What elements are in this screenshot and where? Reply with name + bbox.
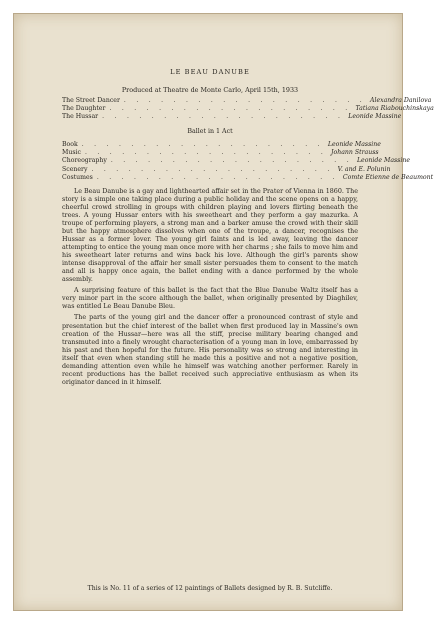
- score-note-paragraph: A surprising feature of this ballet is the fact that the Blue Danube Waltz itself has a very minor part in the score although the ballet, when originally presented by Diaghilev, was entitled Le Beau Danube Bleu.: [62, 287, 358, 311]
- leader-dots: . . . . . . . . . . . . . . . . . . . .: [110, 157, 353, 165]
- credit-name: V. and E. Polunin: [337, 165, 391, 173]
- programme-sheet: [13, 13, 434, 611]
- leader-dots: . . . . . . . . . . . . . . . . . . . .: [81, 141, 324, 149]
- credit-row: [62, 141, 381, 149]
- cast-performer: Leonide Massine: [348, 113, 402, 121]
- credit-label: Music: [62, 149, 81, 157]
- synopsis-paragraph: Le Beau Danube is a gay and lighthearted affair set in the Prater of Vienna in 1860. The story is a simple one taking place during a public holiday and the scene opens on a happy, cheerful crowd strolling in groups with children playing and lovers flirting beneath the trees. A young Hussar enters with his sweetheart and they perform a gay mazurka. A troupe of performing players, a strong man and a barker amuse the crowd with their skill but the happy atmosphere dissolves when one of the troupe, a dancer, recognises the Hussar as a former lover. The young girl faints and is led away, leaving the dancer attempting to entice the young man once more with her charms ; she fails to move him and his sweetheart later returns and wins back his love. Although the girl's parents show intense disapproval of the affair her small sister persuades them to consent to the match and all is happy once again, the ballet ending with a dance performed by the whole assembly.: [62, 187, 358, 284]
- leader-dots: . . . . . . . . . . . . . . . . . . . .: [91, 165, 334, 173]
- cast-row: [62, 105, 434, 113]
- leader-dots: . . . . . . . . . . . . . . . . . . . .: [96, 173, 339, 181]
- cast-list: [62, 97, 434, 121]
- cast-performer: Alexandra Danilova: [370, 97, 432, 104]
- leader-dots: . . . . . . . . . . . . . . . . . . . .: [109, 105, 352, 113]
- leader-dots: . . . . . . . . . . . . . . . . . . . .: [102, 113, 345, 121]
- cast-role: The Daughter: [62, 105, 106, 113]
- credit-label: Scenery: [62, 165, 88, 173]
- credit-row: [62, 165, 391, 174]
- leader-dots: . . . . . . . . . . . . . . . . . . . .: [84, 149, 328, 157]
- cast-role: The Street Dancer: [62, 97, 120, 104]
- credit-row: [62, 149, 379, 157]
- cast-row: [62, 113, 402, 121]
- credit-label: Costumes: [62, 173, 93, 181]
- credit-row: [62, 173, 434, 182]
- leader-dots: . . . . . . . . . . . . . . . . . . . .: [123, 97, 367, 104]
- series-footer: This is No. 11 of a series of 12 paintings of Ballets designed by R. B. Sutcliffe.: [87, 585, 333, 592]
- cast-row: [62, 97, 432, 105]
- credit-name: Leonide Massine: [327, 141, 381, 149]
- ballet-title: LE BEAU DANUBE: [170, 68, 250, 76]
- credit-name: Johann Strauss: [331, 149, 379, 157]
- programme-content: [62, 68, 434, 390]
- credit-name: Comte Etienne de Beaumont: [342, 173, 434, 181]
- credit-label: Choreography: [62, 157, 107, 165]
- credit-row: [62, 157, 410, 165]
- characters-paragraph: The parts of the young girl and the dancer offer a pronounced contrast of style and presentation but the chief interest of the ballet when first produced lay in Massine's own creation of the Hussar—here was all the stiff, precise military bearing changed and transmuted into a finely wrought characterisation of a young man in love, embarrassed by his past and then hopeful for the future. His personality was so strong and interesting in itself that even when standing still he made this a positive and not a negative position, demanding attention even while he himself was watching another performer. Rarely in recent productions has the ballet received such appreciative enthusiasm as when its originator danced in it himself.: [62, 314, 358, 386]
- credits-list: [62, 141, 434, 181]
- cast-performer: Tatiana Riabouchinskaya: [355, 105, 434, 113]
- credit-label: Book: [62, 141, 78, 149]
- production-note: Produced at Theatre de Monte Carlo, April 15th, 1933: [121, 86, 299, 94]
- act-subheading: Ballet in 1 Act: [187, 128, 233, 136]
- credit-name: Leonide Massine: [356, 157, 410, 165]
- cast-role: The Hussar: [62, 113, 99, 121]
